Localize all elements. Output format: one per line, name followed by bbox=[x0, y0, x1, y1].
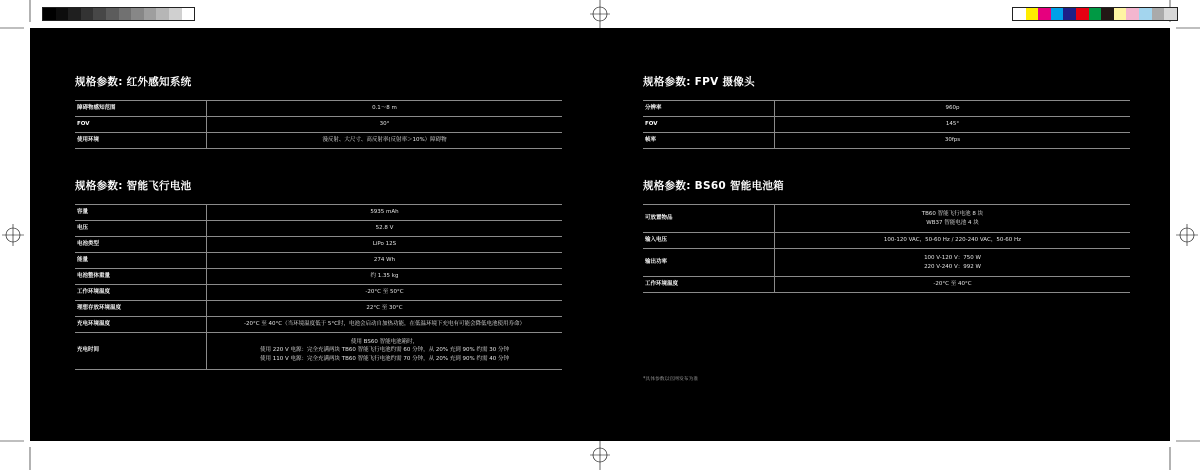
section-title: 规格参数: FPV 摄像头 bbox=[643, 76, 755, 88]
color-swatch bbox=[1063, 8, 1076, 20]
spec-row bbox=[75, 101, 562, 117]
spec-value-line: 漫反射、大尺寸、高反射率(反射率＞10%）障碍物 bbox=[322, 137, 447, 144]
spec-label: 输入电压 bbox=[643, 233, 775, 249]
footnote: *具体参数以官网发布为准 bbox=[643, 377, 699, 382]
spec-value-line: 274 Wh bbox=[373, 257, 396, 264]
spec-label: 可放置物品 bbox=[643, 205, 775, 233]
battery-spec-section bbox=[75, 178, 562, 370]
color-swatch bbox=[1114, 8, 1127, 20]
spec-value-line: WB37 智能电池 4 块 bbox=[926, 219, 979, 226]
spec-row bbox=[643, 101, 1130, 117]
spec-value bbox=[775, 117, 1131, 133]
color-swatch bbox=[1026, 8, 1039, 20]
spec-value-line: 30fps bbox=[944, 137, 961, 144]
color-swatch bbox=[156, 8, 169, 20]
spec-value-line: 使用 110 V 电源：完全充满两块 TB60 智能飞行电池约需 70 分钟，从 20% 充到 90% 约需 40 分钟 bbox=[259, 356, 510, 362]
spec-value-line: -20°C 至 40°C（当环境温度低于 5°C时，电池会启动自加热功能，在低温环境下充电有可能会降低电池使用寿命） bbox=[243, 321, 525, 328]
spec-label: 电压 bbox=[75, 221, 207, 237]
right-page bbox=[600, 28, 1170, 441]
spec-label: 障碍物感知范围 bbox=[75, 101, 207, 117]
spec-row bbox=[643, 277, 1130, 293]
section-title: 规格参数: BS60 智能电池箱 bbox=[643, 180, 784, 192]
section-title: 规格参数: 智能飞行电池 bbox=[75, 180, 192, 192]
color-swatch bbox=[1013, 8, 1026, 20]
spec-row bbox=[75, 253, 562, 269]
spec-value bbox=[207, 221, 563, 237]
spec-row bbox=[643, 233, 1130, 249]
brochure-spread bbox=[30, 28, 1170, 441]
spec-value-line: 960p bbox=[945, 105, 960, 112]
spec-value bbox=[775, 277, 1131, 293]
spec-row bbox=[643, 133, 1130, 149]
spec-label: 分辨率 bbox=[643, 101, 775, 117]
grayscale-color-bar bbox=[42, 7, 195, 21]
spec-row bbox=[75, 205, 562, 221]
spec-value-line: -20°C 至 50°C bbox=[365, 289, 404, 296]
spec-label: FOV bbox=[643, 117, 775, 133]
spec-label: 能量 bbox=[75, 253, 207, 269]
spec-value bbox=[207, 301, 563, 317]
spec-value-line: -20°C 至 40°C bbox=[933, 281, 972, 288]
spec-value-line: 22°C 至 30°C bbox=[366, 305, 403, 312]
registration-target-right bbox=[1176, 224, 1198, 246]
process-color-bar bbox=[1012, 7, 1178, 21]
spec-row bbox=[75, 133, 562, 149]
spec-value bbox=[207, 237, 563, 253]
spec-label: 充电时间 bbox=[75, 333, 207, 370]
spec-value bbox=[207, 117, 563, 133]
spec-value-line: 使用 220 V 电源：完全充满两块 TB60 智能飞行电池约需 60 分钟，从 20% 充到 90% 约需 30 分钟 bbox=[259, 347, 510, 354]
spec-value bbox=[207, 285, 563, 301]
spec-label: 输出功率 bbox=[643, 249, 775, 277]
spec-label: 工作环境温度 bbox=[643, 277, 775, 293]
spec-table bbox=[643, 100, 1130, 149]
spec-value bbox=[775, 249, 1131, 277]
left-page bbox=[30, 28, 600, 441]
color-swatch bbox=[56, 8, 69, 20]
spec-value bbox=[207, 205, 563, 221]
spec-value-line: LiPo 12S bbox=[372, 241, 397, 248]
color-swatch bbox=[1101, 8, 1114, 20]
spec-value bbox=[775, 101, 1131, 117]
spec-value bbox=[207, 133, 563, 149]
battery-station-spec-section bbox=[643, 178, 1130, 293]
spec-table bbox=[75, 100, 562, 149]
spec-value-line: 0.1～8 m bbox=[372, 105, 397, 112]
spec-label: 使用环境 bbox=[75, 133, 207, 149]
color-swatch bbox=[68, 8, 81, 20]
spec-row bbox=[75, 117, 562, 133]
color-swatch bbox=[1076, 8, 1089, 20]
ir-sensing-spec-section bbox=[75, 74, 562, 149]
spec-row bbox=[75, 285, 562, 301]
section-title: 规格参数: 红外感知系统 bbox=[75, 76, 192, 88]
spec-row bbox=[75, 301, 562, 317]
spec-label: 帧率 bbox=[643, 133, 775, 149]
spec-value bbox=[775, 205, 1131, 233]
spec-row bbox=[643, 117, 1130, 133]
spec-value-line: 52.8 V bbox=[375, 225, 394, 232]
spec-value-line: 约 1.35 kg bbox=[370, 273, 399, 280]
spec-table bbox=[643, 204, 1130, 293]
spec-row bbox=[75, 237, 562, 253]
color-swatch bbox=[43, 8, 56, 20]
spec-value-line: 100-120 VAC，50-60 Hz / 220-240 VAC，50-60 Hz bbox=[883, 237, 1022, 244]
color-swatch bbox=[182, 8, 195, 20]
spec-value bbox=[775, 233, 1131, 249]
spec-label: FOV bbox=[75, 117, 207, 133]
color-swatch bbox=[1139, 8, 1152, 20]
spec-value-line: TB60 智能飞行电池 8 块 bbox=[921, 210, 984, 217]
spec-value bbox=[207, 317, 563, 333]
spec-value-line: 5935 mAh bbox=[370, 209, 399, 216]
spec-row bbox=[75, 333, 562, 370]
color-swatch bbox=[1038, 8, 1051, 20]
spec-label: 工作环境温度 bbox=[75, 285, 207, 301]
registration-target-left bbox=[2, 224, 24, 246]
spec-value-line: 145° bbox=[945, 121, 960, 128]
spec-label: 电池类型 bbox=[75, 237, 207, 253]
spec-value-line: 220 V-240 V：992 W bbox=[924, 263, 981, 270]
spec-value bbox=[207, 269, 563, 285]
spec-value-line: 100 V-120 V：750 W bbox=[924, 254, 981, 261]
color-swatch bbox=[93, 8, 106, 20]
color-swatch bbox=[1164, 8, 1177, 20]
spec-value-line: 30° bbox=[379, 121, 390, 128]
spec-label: 电池整体重量 bbox=[75, 269, 207, 285]
spec-value bbox=[775, 133, 1131, 149]
color-swatch bbox=[144, 8, 157, 20]
fpv-camera-spec-section bbox=[643, 74, 1130, 149]
spec-label: 理想存放环境温度 bbox=[75, 301, 207, 317]
color-swatch bbox=[81, 8, 94, 20]
color-swatch bbox=[119, 8, 132, 20]
spec-value bbox=[207, 253, 563, 269]
spec-table bbox=[75, 204, 562, 370]
color-swatch bbox=[1126, 8, 1139, 20]
spec-value bbox=[207, 101, 563, 117]
color-swatch bbox=[1152, 8, 1165, 20]
spec-row bbox=[75, 317, 562, 333]
spec-row bbox=[643, 205, 1130, 233]
color-swatch bbox=[131, 8, 144, 20]
spec-label: 容量 bbox=[75, 205, 207, 221]
spec-label: 充电环境温度 bbox=[75, 317, 207, 333]
color-swatch bbox=[169, 8, 182, 20]
spec-row bbox=[75, 269, 562, 285]
spec-value bbox=[207, 333, 563, 370]
spec-row bbox=[75, 221, 562, 237]
spec-row bbox=[643, 249, 1130, 277]
color-swatch bbox=[1051, 8, 1064, 20]
color-swatch bbox=[106, 8, 119, 20]
color-swatch bbox=[1089, 8, 1102, 20]
spec-value-line: 使用 BS60 智能电池箱时， bbox=[350, 338, 419, 345]
